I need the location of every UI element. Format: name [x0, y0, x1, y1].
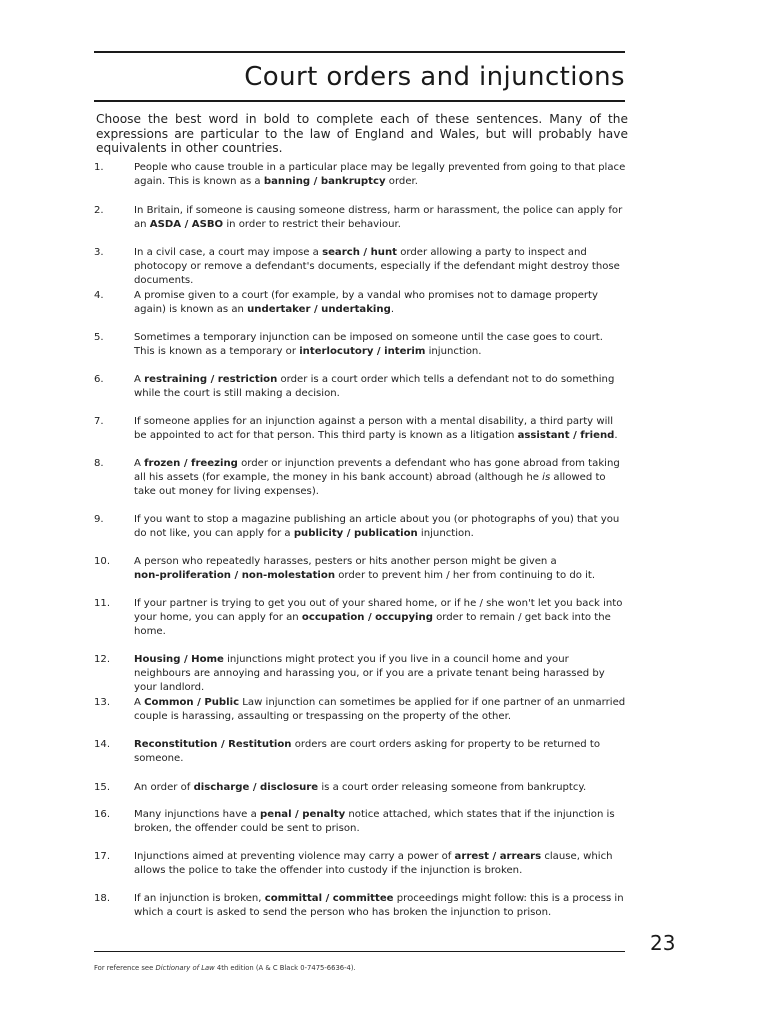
question-text [134, 597, 626, 639]
sentence-fragment: Many injunctions have a [134, 809, 260, 820]
question-number: 6. [94, 374, 104, 385]
question-text [134, 331, 626, 359]
sentence-fragment: If someone applies for an injunction against a person with a mental disability, a third party will be appointed to act for that person. This third party is known as a litigation [134, 416, 613, 441]
question-text [134, 246, 626, 288]
sentence-fragment: orders are court orders asking for property to be returned to someone. [134, 739, 601, 764]
sentence-fragment: injunction. [425, 346, 482, 357]
sentence-fragment: injunction. [417, 528, 474, 539]
question-number: 11. [94, 598, 111, 609]
top-rule [94, 51, 625, 53]
question-text [134, 850, 626, 878]
question-number: 4. [94, 290, 104, 301]
question-text [134, 555, 626, 583]
question-number: 15. [94, 782, 111, 793]
sentence-fragment: A promise given to a court (for example, by a vandal who promises not to damage property again) is known as an [134, 290, 598, 315]
sentence-fragment: order. [385, 176, 418, 187]
question-number: 5. [94, 332, 104, 343]
answer-choice: penal / penalty [260, 809, 346, 820]
question-text [134, 373, 626, 401]
answer-choice: frozen / freezing [144, 458, 238, 469]
question-number: 2. [94, 205, 104, 216]
answer-choice: discharge / disclosure [193, 782, 319, 793]
answer-choice: search / hunt [322, 247, 397, 258]
answer-choice: undertaker / undertaking [247, 304, 391, 315]
emphasis-text: is [542, 472, 551, 483]
sentence-fragment: If an injunction is broken, [134, 893, 265, 904]
sentence-fragment: is a court order releasing someone from bankruptcy. [318, 782, 587, 793]
question-number: 3. [94, 247, 104, 258]
footer-prefix: For reference see [94, 964, 156, 972]
question-text [134, 415, 626, 443]
sentence-fragment: Law injunction can sometimes be applied for if one partner of an unmarried couple is harassing, assaulting or trespassing on the property of the other. [134, 697, 626, 722]
bottom-rule [94, 951, 625, 952]
answer-choice: Housing / Home [134, 654, 224, 665]
sentence-fragment: Sometimes a temporary injunction can be imposed on someone until the case goes to court. This is known as a temporary or [134, 332, 603, 357]
sentence-fragment: A person who repeatedly harasses, pesters or hits another person might be given a [134, 556, 557, 567]
sentence-fragment: Injunctions aimed at preventing violence may carry a power of [134, 851, 455, 862]
footer-book-title: Dictionary of Law [155, 964, 215, 972]
answer-choice: interlocutory / interim [299, 346, 426, 357]
question-text [134, 457, 626, 499]
page-number: 23 [650, 931, 676, 955]
question-text [134, 653, 626, 695]
instructions: Choose the best word in bold to complete each of these sentences. Many of the expressions are particular to the law of England and Wales, but will probably have equivalents in other countries. [96, 112, 628, 156]
answer-choice: publicity / publication [293, 528, 418, 539]
sentence-fragment: In a civil case, a court may impose a [134, 247, 323, 258]
question-number: 16. [94, 809, 111, 820]
question-text [134, 738, 626, 766]
question-number: 18. [94, 893, 111, 904]
sentence-fragment: order is a court order which tells a defendant not to do something while the court is still making a decision. [134, 374, 615, 399]
sentence-fragment: If your partner is trying to get you out of your shared home, or if he / she won't let you back into your home, you can apply for an [134, 598, 623, 623]
question-number: 17. [94, 851, 111, 862]
sentence-fragment: notice attached, which states that if the injunction is broken, the offender could be sent to prison. [134, 809, 615, 834]
sentence-fragment: . [390, 304, 395, 315]
answer-choice: Reconstitution / Restitution [134, 739, 292, 750]
question-number: 10. [94, 556, 111, 567]
sentence-fragment: In Britain, if someone is causing someone distress, harm or harassment, the police can apply for an [134, 205, 623, 230]
footer-suffix: 4th edition (A & C Black 0-7475-6636-4). [214, 964, 356, 972]
answer-choice: assistant / friend [517, 430, 615, 441]
answer-choice: banning / bankruptcy [263, 176, 386, 187]
answer-choice: non-proliferation / non-molestation [134, 570, 336, 581]
question-number: 9. [94, 514, 104, 525]
sentence-fragment: A [134, 458, 145, 469]
answer-choice: Common / Public [144, 697, 240, 708]
sentence-fragment: . [614, 430, 618, 441]
sentence-fragment: order or injunction prevents a defendant who has gone abroad from taking all his assets (for example, the money in his bank account) abroad (although he [134, 458, 620, 483]
question-text [134, 513, 626, 541]
sentence-fragment: A [134, 374, 145, 385]
page-title: Court orders and injunctions [244, 62, 625, 92]
sentence-fragment: A [134, 697, 145, 708]
sentence-fragment: order to prevent him / her from continuing to do it. [335, 570, 596, 581]
answer-choice: ASDA / ASBO [149, 219, 224, 230]
sentence-fragment: An order of [134, 782, 194, 793]
question-text [134, 892, 626, 920]
question-number: 7. [94, 416, 104, 427]
reference-footer [94, 964, 356, 973]
question-text [134, 161, 626, 189]
sentence-fragment: injunctions might protect you if you live in a council home and your neighbours are annoying and harassing you, or if you are a private tenant being harassed by your landlord. [134, 654, 605, 693]
question-number: 12. [94, 654, 111, 665]
title-rule [94, 100, 625, 102]
question-number: 8. [94, 458, 104, 469]
sentence-fragment: order to remain / get back into the home. [134, 612, 611, 637]
question-number: 14. [94, 739, 111, 750]
question-text [134, 696, 626, 724]
sentence-fragment: People who cause trouble in a particular place may be legally prevented from going to that place again. This is known as a [134, 162, 626, 187]
answer-choice: occupation / occupying [301, 612, 433, 623]
sentence-fragment: allowed to take out money for living expenses). [134, 472, 606, 497]
sentence-fragment: in order to restrict their behaviour. [223, 219, 401, 230]
sentence-fragment: clause, which allows the police to take the offender into custody if the injunction is broken. [134, 851, 613, 876]
sentence-fragment: If you want to stop a magazine publishing an article about you (or photographs of you) that you do not like, you can apply for a [134, 514, 620, 539]
question-text [134, 781, 626, 795]
question-text [134, 808, 626, 836]
question-number: 1. [94, 162, 104, 173]
answer-choice: restraining / restriction [144, 374, 278, 385]
question-text [134, 289, 626, 317]
question-text [134, 204, 626, 232]
answer-choice: committal / committee [264, 893, 394, 904]
answer-choice: arrest / arrears [454, 851, 542, 862]
question-number: 13. [94, 697, 111, 708]
sentence-fragment: order allowing a party to inspect and photocopy or remove a defendant's documents, especially if the defendant might destroy those documents. [134, 247, 620, 286]
sentence-fragment: proceedings might follow: this is a process in which a court is asked to send the person who has broken the injunction to prison. [134, 893, 624, 918]
